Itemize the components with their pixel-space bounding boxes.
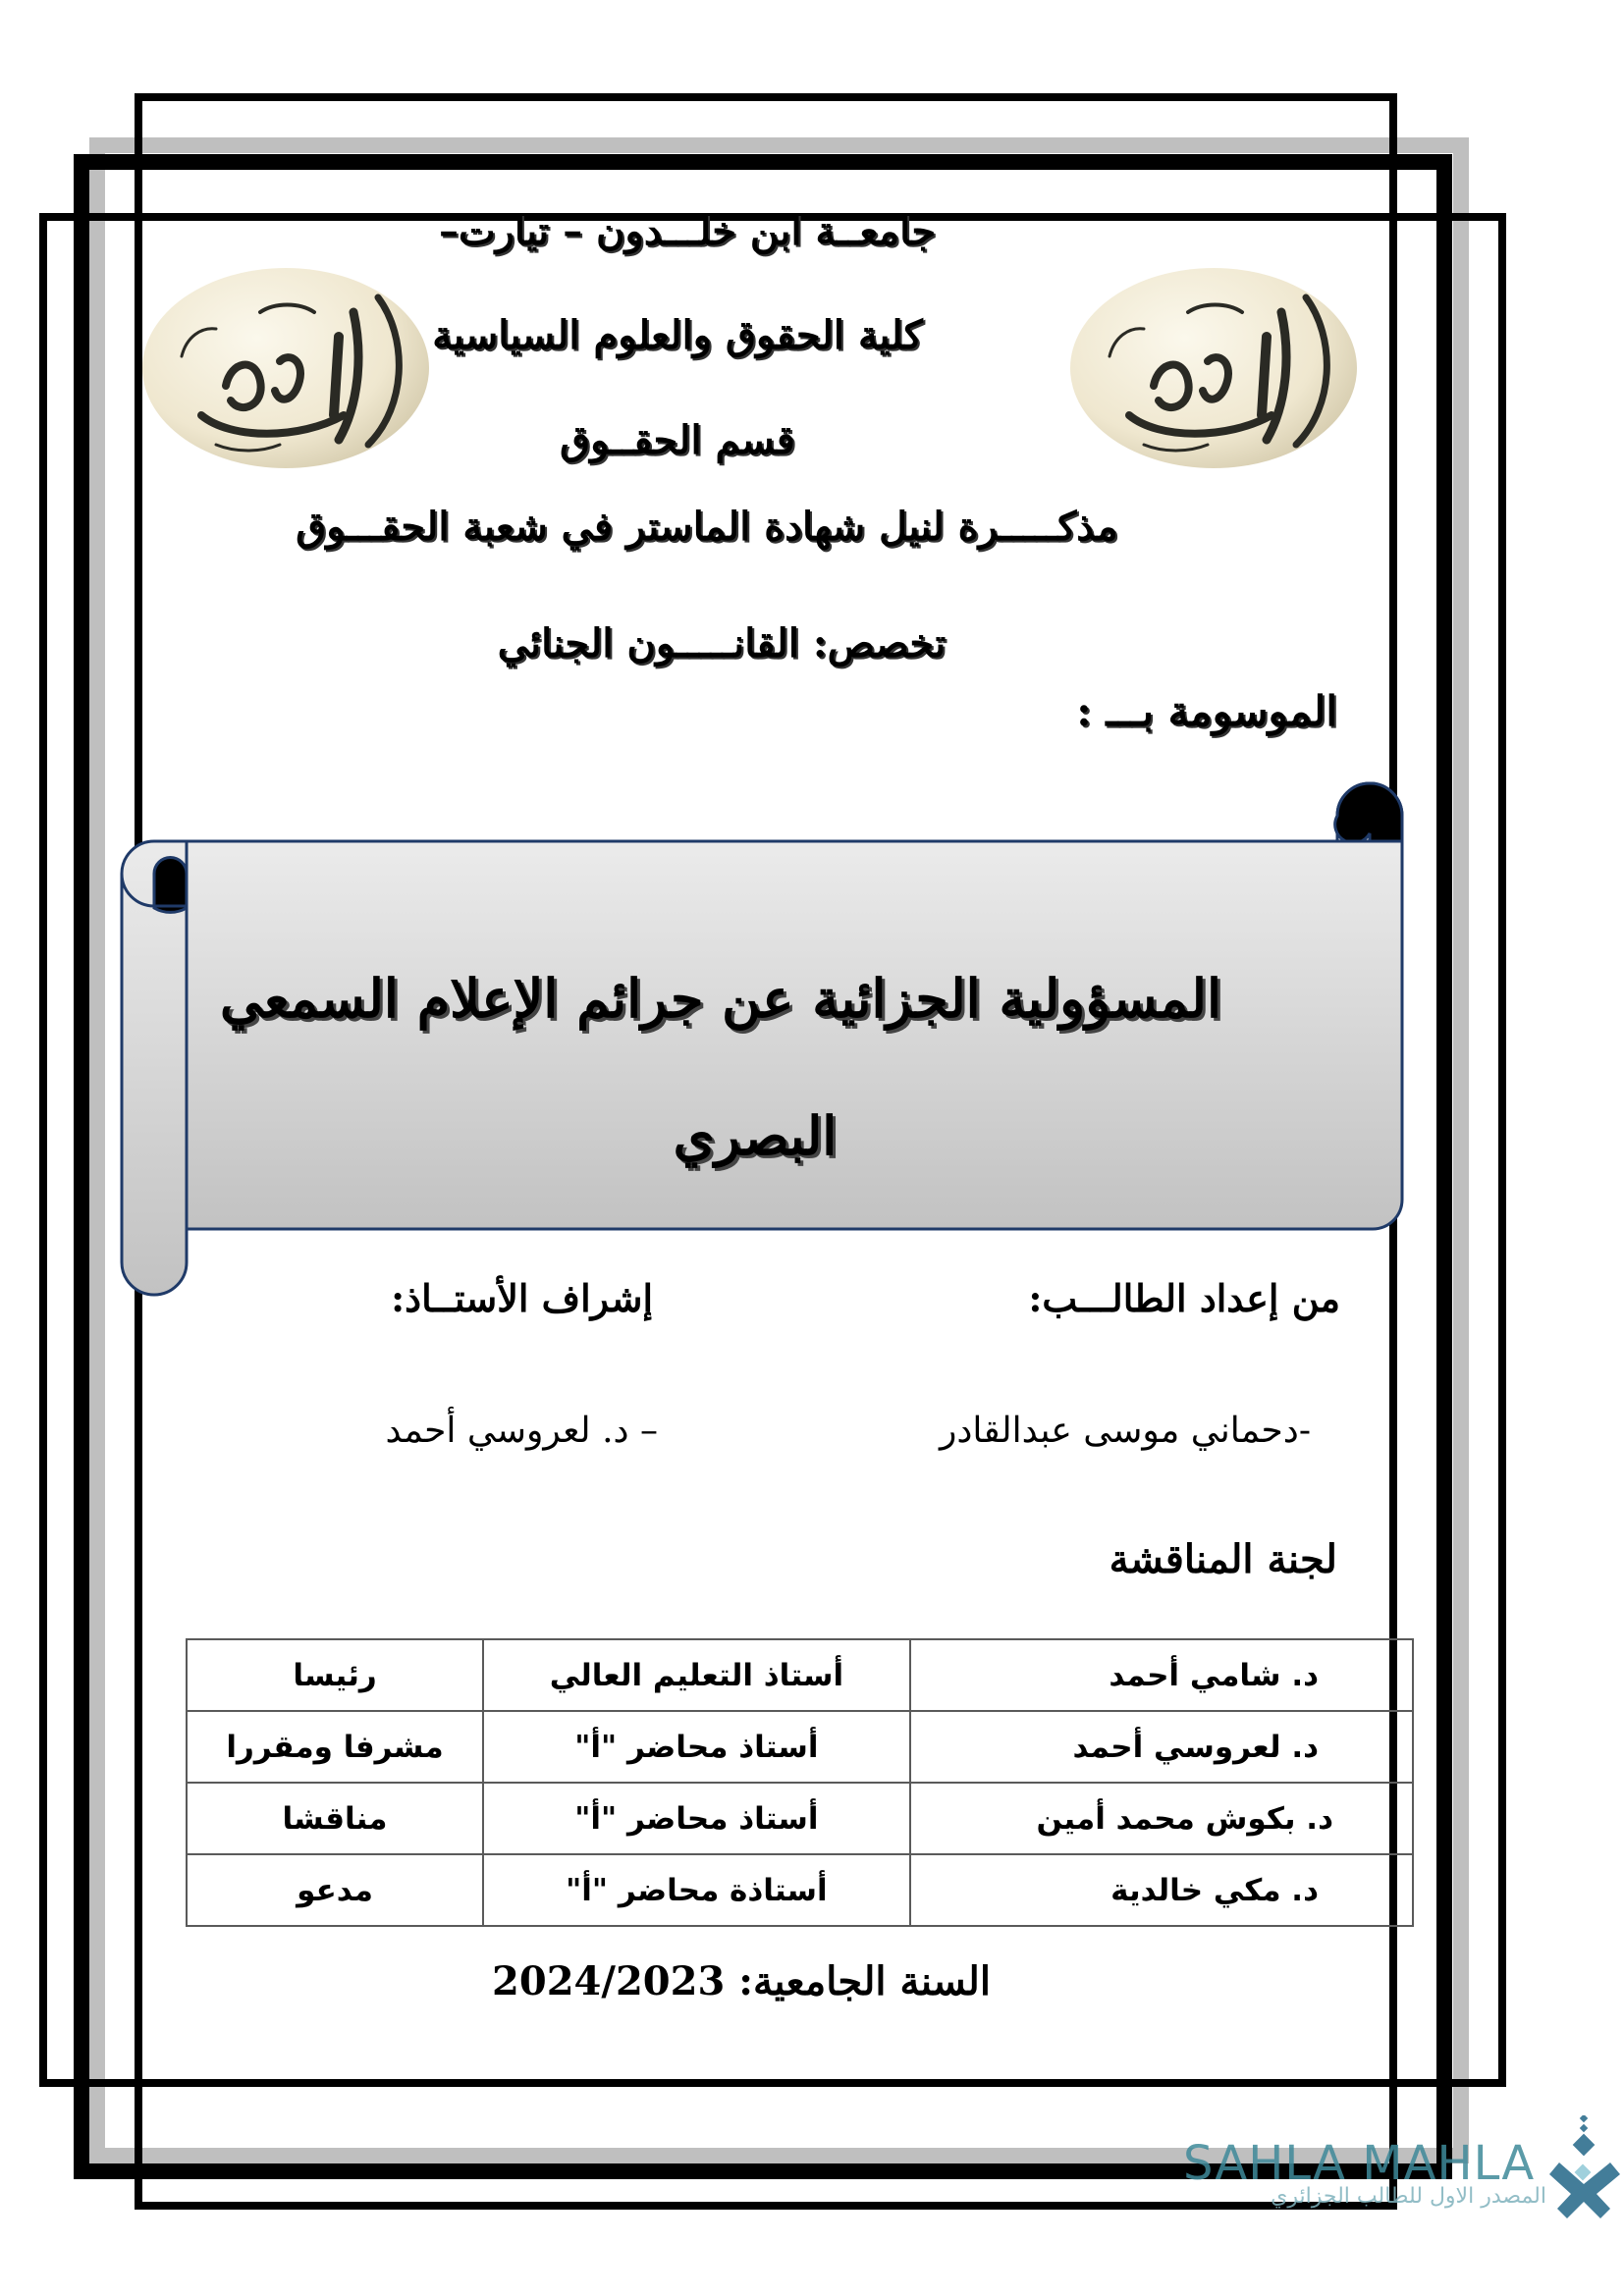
titled-label: الموسومة بـــ : (1076, 687, 1337, 735)
thesis-type: مذكـــــرة لنيل شهادة الماستر في شعبة الحقـــوق (296, 504, 1118, 550)
table-row (187, 1639, 1413, 1711)
university-logo-left (142, 268, 429, 468)
member-name: د. شامي أحمد (910, 1639, 1413, 1711)
watermark-brand: SAHLA MAHLA (1183, 2136, 1536, 2191)
table-row (187, 1711, 1413, 1783)
table-row (187, 1783, 1413, 1854)
thesis-title-line1: المسؤولية الجزائية عن جرائم الإعلام السمعي (220, 967, 1221, 1030)
thesis-title-line2: البصري (673, 1104, 838, 1167)
faculty-name: كلية الحقوق والعلوم السياسية (432, 312, 923, 358)
watermark-tagline: المصدر الاول للطالب الجزائري (1271, 2184, 1546, 2209)
university-logo-right (1070, 268, 1357, 468)
member-rank: أستاذ محاضر "أ" (483, 1783, 910, 1854)
university-emblem-icon (1070, 268, 1357, 468)
committee-table (186, 1638, 1414, 1927)
department-name: قسم الحقــوق (560, 417, 795, 463)
specialization: تخصص: القانـــــون الجنائي (497, 620, 947, 667)
committee-heading: لجنة المناقشة (1109, 1536, 1337, 1582)
supervisor-name: – د. لعروسي أحمد (385, 1411, 658, 1451)
member-name: د. مكي خالدية (910, 1854, 1413, 1926)
university-name: جامعــة ابن خلـــدون – تيارت– (438, 208, 937, 254)
member-rank: أستاذ التعليم العالي (483, 1639, 910, 1711)
academic-year: السنة الجامعية: 2024/2023 (492, 1958, 991, 2004)
member-name: د. بكوش محمد أمين (910, 1783, 1413, 1854)
sahla-mahla-logo-icon (1549, 2115, 1620, 2218)
member-name: د. لعروسي أحمد (910, 1711, 1413, 1783)
supervisor-label: إشراف الأستــاذ: (391, 1276, 653, 1320)
member-role: مشرفا ومقررا (187, 1711, 483, 1783)
student-name: -دحماني موسى عبدالقادر (940, 1411, 1311, 1451)
student-label: من إعداد الطالـــب: (1028, 1276, 1340, 1320)
member-rank: أستاذة محاضر "أ" (483, 1854, 910, 1926)
member-rank: أستاذ محاضر "أ" (483, 1711, 910, 1783)
member-role: رئيسا (187, 1639, 483, 1711)
table-row (187, 1854, 1413, 1926)
member-role: مناقشا (187, 1783, 483, 1854)
member-role: مدعو (187, 1854, 483, 1926)
university-emblem-icon (142, 268, 429, 468)
title-banner (122, 841, 1402, 1229)
